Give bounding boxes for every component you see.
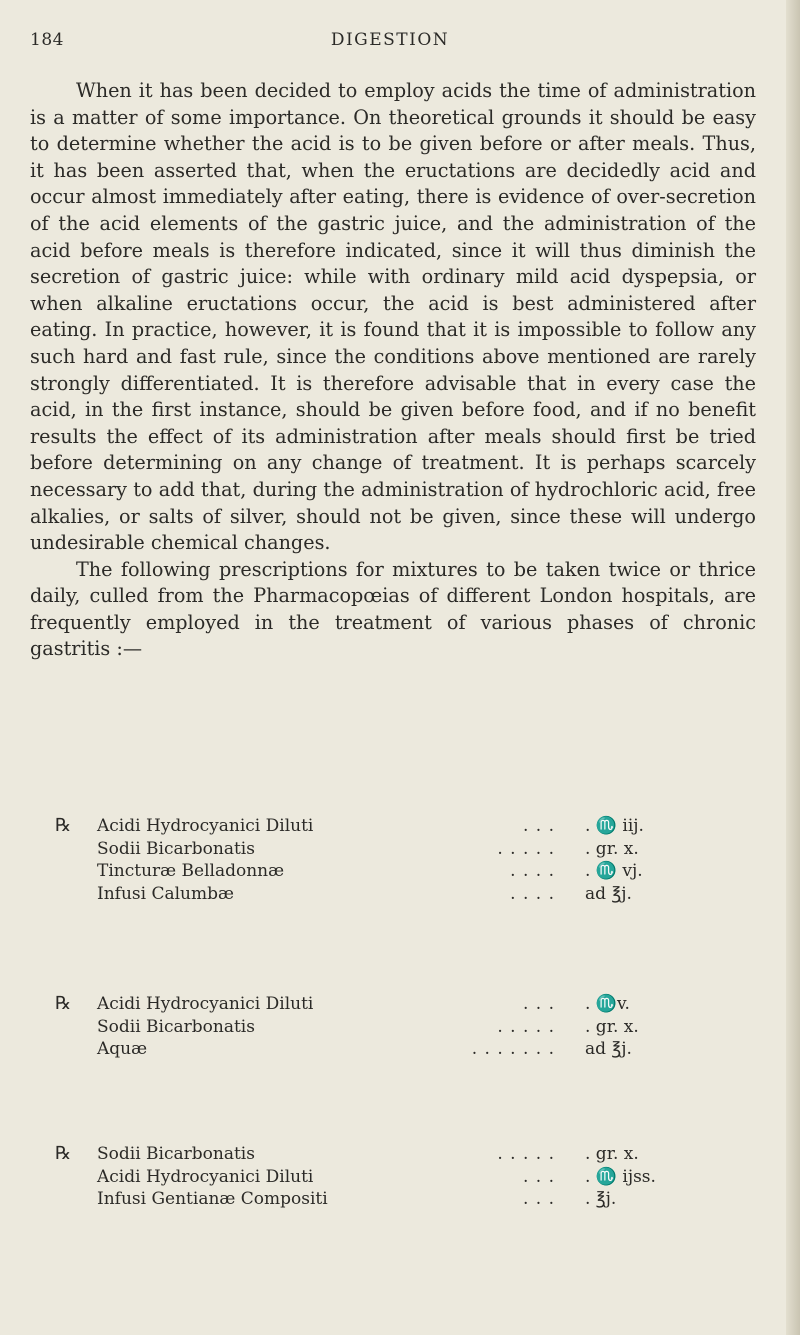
dot-leader: . . .	[522, 1189, 555, 1209]
ingredient: Acidi Hydrocyanici Diluti	[97, 994, 314, 1014]
dose: . ♏v.	[585, 994, 630, 1014]
ingredient: Sodii Bicarbonatis	[97, 1016, 255, 1037]
dose: . gr. x.	[585, 838, 639, 859]
prescription-line	[55, 993, 755, 1016]
ingredient: Acidi Hydrocyanici Diluti	[97, 816, 314, 836]
rx-icon: ℞	[55, 993, 72, 1014]
paragraph: When it has been decided to employ acids the time of administration is a matter of some importance. On theoretical grounds it should be easy to determine whether the acid is to be given before or after meals. Thus, it has been asserted that, when the eructations are decidedly acid and occur almost immediately after eating, there is evidence of over-secretion of the acid elements of the gastric juice, and the administration of the acid before meals is therefore indicated, since it will thus diminish the secretion of gastric juice: while with ordinary mild acid dyspepsia, or when alkaline eructations occur, the acid is best administered after eating. In practice, however, it is found that it is impossible to follow any such hard and fast rule, since the conditions above mentioned are rarely strongly differentiated. It is therefore advisable that in every case the acid, in the first instance, should be given before food, and if no benefit results the effect of its administration after meals should first be tried before determining on any change of treatment. It is perhaps scarcely necessary to add that, during the administration of hydrochloric acid, free alkalies, or salts of silver, should not be given, since these will undergo undesirable chemical changes.	[30, 79, 756, 555]
dose: . gr. x.	[585, 1144, 639, 1164]
prescription-block	[55, 993, 755, 1061]
dot-leader: . . . . .	[497, 1144, 555, 1164]
prescription-line	[55, 1016, 755, 1039]
ingredient: Tincturæ Belladonnæ	[97, 861, 285, 881]
dose: . ♏ vj.	[585, 861, 643, 881]
dot-leader: . . . . . . .	[471, 1039, 555, 1059]
dot-leader: . . . . .	[497, 838, 555, 859]
dot-leader: . . .	[522, 994, 555, 1014]
prescription-block	[55, 815, 755, 905]
prescription-line	[55, 815, 755, 838]
prescription-line	[55, 883, 755, 906]
prescription-line	[55, 838, 755, 861]
prescription-line	[55, 860, 755, 883]
running-title: DIGESTION	[330, 30, 450, 50]
dose: . gr. x.	[585, 1016, 639, 1037]
rx-icon: ℞	[55, 815, 72, 836]
page-number: 184	[30, 30, 64, 50]
ingredient: Sodii Bicarbonatis	[97, 1144, 255, 1164]
page-header	[30, 30, 750, 54]
dose: . ♏ ijss.	[585, 1166, 656, 1187]
dot-leader: . . . .	[510, 861, 555, 881]
ingredient: Infusi Calumbæ	[97, 883, 234, 904]
paragraph: The following prescriptions for mixtures to be taken twice or thrice daily, culled from the Pharmacopœias of different London hospitals, are frequently employed in the treatment of various phases of chronic gastritis :—	[30, 557, 756, 661]
dot-leader: . . . . .	[497, 1016, 555, 1037]
ingredient: Aquæ	[97, 1039, 148, 1059]
rx-icon: ℞	[55, 1143, 72, 1164]
dot-leader: . . . .	[510, 883, 555, 904]
dose: ad ℥j.	[585, 883, 632, 904]
dot-leader: . . .	[522, 816, 555, 836]
page-edge-shadow	[786, 0, 800, 1335]
prescription-line	[55, 1166, 755, 1189]
prescription-line	[55, 1038, 755, 1061]
dose: ad ℥j.	[585, 1039, 632, 1059]
dose: . ℥j.	[585, 1189, 617, 1209]
dose: . ♏ iij.	[585, 816, 644, 836]
prescription-line	[55, 1143, 755, 1166]
body-text	[30, 78, 756, 663]
prescription-block	[55, 1143, 755, 1211]
dot-leader: . . .	[522, 1166, 555, 1187]
ingredient: Infusi Gentianæ Compositi	[97, 1189, 328, 1209]
prescription-line	[55, 1188, 755, 1211]
ingredient: Acidi Hydrocyanici Diluti	[97, 1166, 314, 1187]
ingredient: Sodii Bicarbonatis	[97, 838, 255, 859]
